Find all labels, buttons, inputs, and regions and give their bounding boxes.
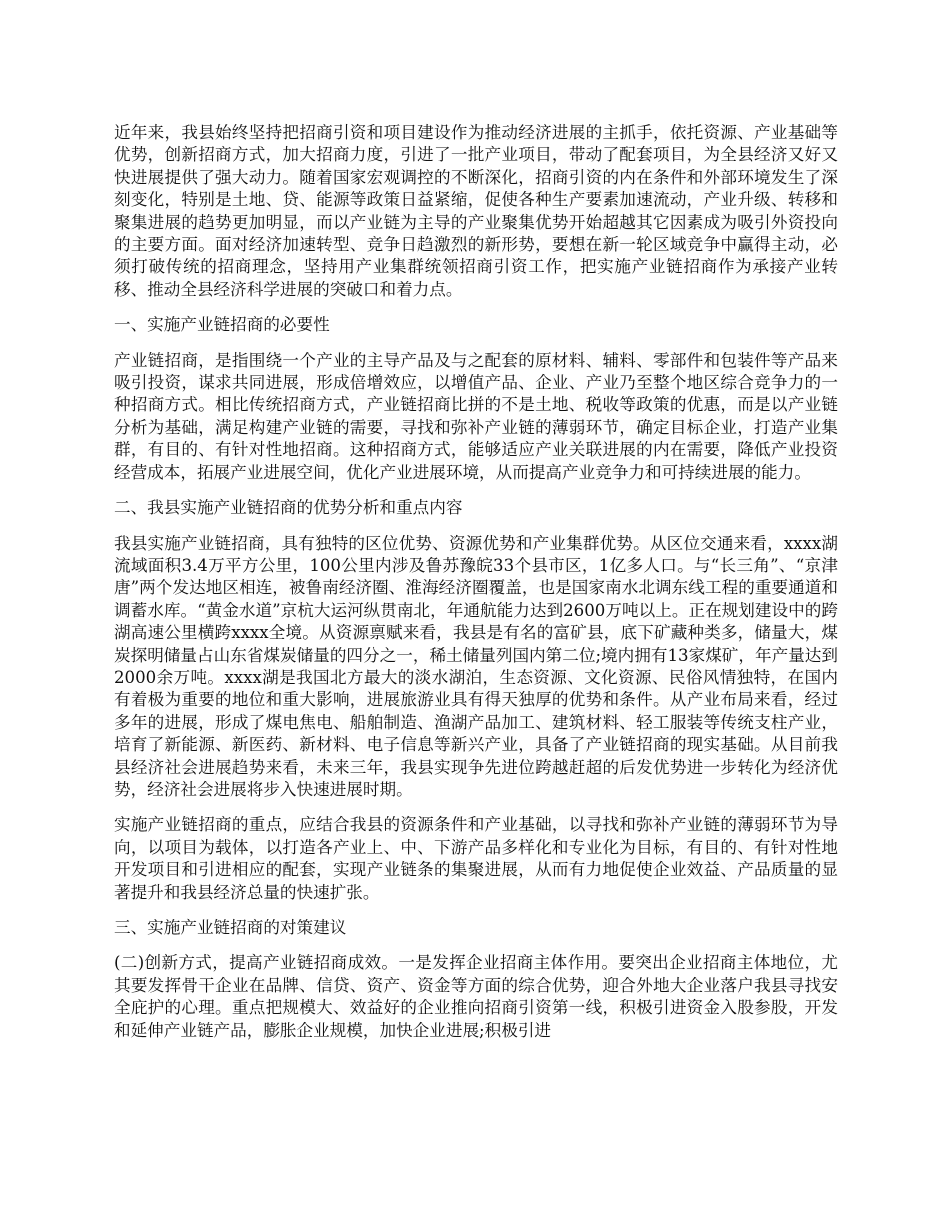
intro-paragraph: 近年来，我县始终坚持把招商引资和项目建设作为推动经济进展的主抓手，依托资源、产业基础等优势，创新招商方式，加大招商力度，引进了一批产业项目，带动了配套项目，为全县经济又好又快进展提供了强大动力。随着国家宏观调控的不断深化，招商引资的内在条件和外部环境发生了深刻变化，特别是土地、贷、能源等政策日益紧缩，促使各种生产要素加速流动，产业升级、转移和聚集进展的趋势更加明显，而以产业链为主导的产业聚集优势开始超越其它因素成为吸引外资投向的主要方面。面对经济加速转型、竞争日趋激烈的新形势，要想在新一轮区域竞争中赢得主动，必须打破传统的招商理念，坚持用产业集群统领招商引资工作，把实施产业链招商作为承接产业转移、推动全县经济科学进展的突破口和着力点。 bbox=[114, 123, 838, 299]
section-heading-3: 三、实施产业链招商的对策建议 bbox=[114, 918, 347, 937]
section-heading-1: 一、实施产业链招商的必要性 bbox=[114, 315, 330, 335]
section-heading-2: 二、我县实施产业链招商的优势分析和重点内容 bbox=[114, 498, 463, 518]
section-2-paragraph-1: 我县实施产业链招商，具有独特的区位优势、资源优势和产业集群优势。从区位交通来看，xxxx湖流域面积3.4万平方公里，100公里内涉及鲁苏豫皖33个县市区，1亿多人口。与“长三角”、“京津唐”两个发达地区相连，被鲁南经济圈、淮海经济圈覆盖，也是国家南水北调东线工程的重要通道和调蓄水库。“黄金水道”京杭大运河纵贯南北，年通航能力达到2600万吨以上。正在规划建设中的跨湖高速公里横跨xxxx全境。从资源禀赋来看，我县是有名的富矿县，底下矿藏种类多，储量大，煤炭探明储量占山东省煤炭储量的四分之一，稀土储量列国内第二位;境内拥有13家煤矿，年产量达到2000余万吨。xxxx湖是我国北方最大的淡水湖泊，生态资源、文化资源、民俗风情独特，在国内有着极为重要的地位和重大影响，进展旅游业具有得天独厚的优势和条件。从产业布局来看，经过多年的进展，形成了煤电焦电、船舶制造、渔湖产品加工、建筑材料、轻工服装等传统支柱产业，培育了新能源、新医药、新材料、电子信息等新兴产业，具备了产业链招商的现实基础。从目前我县经济社会进展趋势来看，未来三年，我县实现争先进位跨越赶超的后发优势进一步转化为经济优势，经济社会进展将步入快速进展时期。 bbox=[114, 533, 838, 799]
section-1-paragraph: 产业链招商，是指围绕一个产业的主导产品及与之配套的原材料、辅料、零部件和包装件等产品来吸引投资，谋求共同进展，形成倍增效应，以增值产品、企业、产业乃至整个地区综合竞争力的一种招商方式。相比传统招商方式，产业链招商比拼的不是土地、税收等政策的优惠，而是以产业链分析为基础，满足构建产业链的需要，寻找和弥补产业链的薄弱环节，确定目标企业，打造产业集群，有目的、有针对性地招商。这种招商方式，能够适应产业关联进展的内在需要，降低产业投资经营成本，拓展产业进展空间，优化产业进展环境，从而提高产业竞争力和可持续进展的能力。 bbox=[114, 350, 838, 482]
section-2-paragraph-2: 实施产业链招商的重点，应结合我县的资源条件和产业基础，以寻找和弥补产业链的薄弱环节为导向，以项目为载体，以打造各产业上、中、下游产品多样化和专业化为目标，有目的、有针对性地开发项目和引进相应的配套，实现产业链条的集聚进展，从而有力地促使企业效益、产品质量的显著提升和我县经济总量的快速扩张。 bbox=[114, 815, 838, 902]
section-3-paragraph-1: (二)创新方式，提高产业链招商成效。一是发挥企业招商主体作用。要突出企业招商主体地位，尤其要发挥骨干企业在品牌、信贷、资产、资金等方面的综合优势，迎合外地大企业落户我县寻找安全庇护的心理。重点把规模大、效益好的企业推向招商引资第一线，积极引进资金入股参股，开发和延伸产业链产品，膨胀企业规模，加快企业进展;积极引进 bbox=[114, 953, 838, 1040]
document-body bbox=[114, 122, 838, 1055]
